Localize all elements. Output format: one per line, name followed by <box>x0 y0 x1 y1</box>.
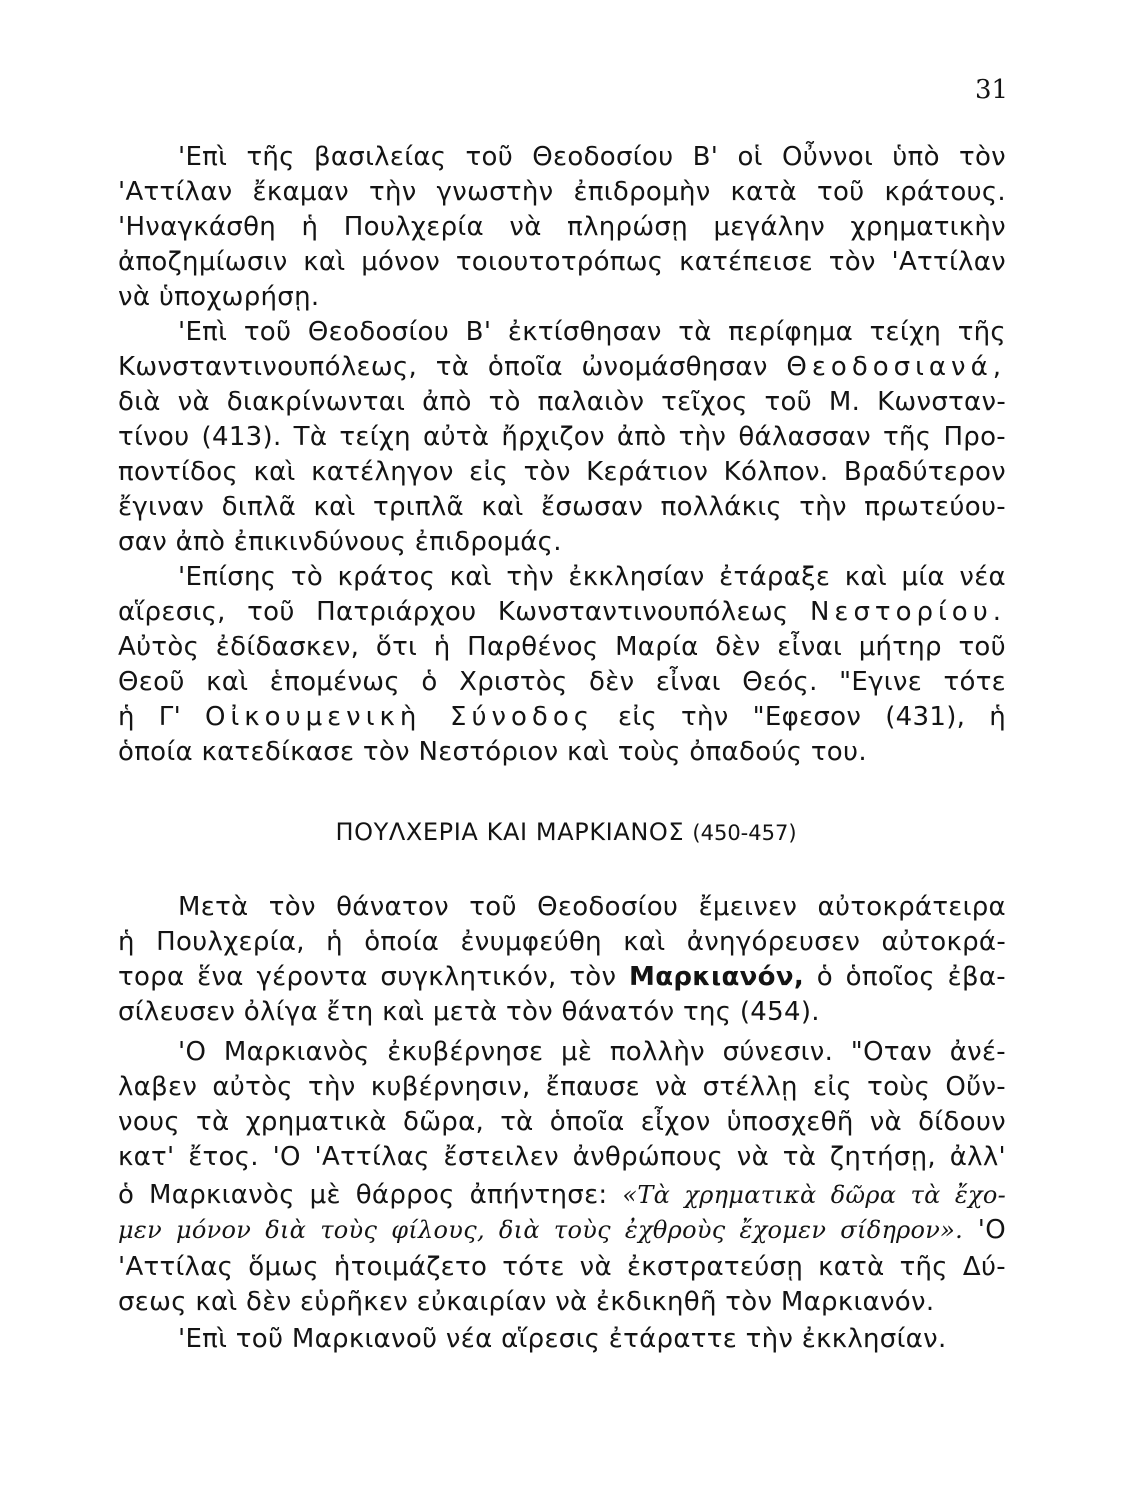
text-line <box>118 700 1006 734</box>
text-line: Αὐτὸς ἐδίδασκεν, ὅτι ἡ Παρθένος Μαρία δὲν εἶναι μήτηρ τοῦ <box>118 632 1006 662</box>
text-span: αἵρεσις, τοῦ Πατριάρχου Κωνσταντινουπόλεως <box>118 597 789 627</box>
text-line <box>118 960 1006 994</box>
bold-name: Μαρκιανόν, <box>629 962 805 992</box>
text-line <box>118 1178 1006 1212</box>
text-line: σαν ἀπὸ ἐπικινδύνους ἐπιδρομάς. <box>118 527 562 557</box>
text-line: ἀποζημίωσιν καὶ μόνον τοιουτοτρόπως κατέπεισε τὸν 'Αττίλαν <box>118 247 1006 277</box>
spaced-text: Οἰκουμενικὴ Σύνοδος <box>205 702 594 732</box>
text-line: σεως καὶ δὲν εὑρῆκεν εὐκαιρίαν νὰ ἐκδικηθῆ τὸν Μαρκιανόν. <box>118 1287 935 1317</box>
text-line <box>118 350 1006 384</box>
text-line: 'Ο Μαρκιανὸς ἐκυβέρνησε μὲ πολλὴν σύνεσιν. "Οταν ἀνέ- <box>178 1037 1006 1067</box>
text-line: 'Επὶ τοῦ Θεοδοσίου Β' ἐκτίσθησαν τὰ περίφημα τείχη τῆς <box>178 317 1006 347</box>
text-span: 'Ο <box>977 1215 1006 1245</box>
text-line: ὁποία κατεδίκασε τὸν Νεστόριον καὶ τοὺς ὀπαδούς του. <box>118 737 867 767</box>
text-span: ἡ Γ' <box>118 702 182 732</box>
text-line: 'Επὶ τοῦ Μαρκιανοῦ νέα αἵρεσις ἐτάραττε τὴν ἐκκλησίαν. <box>178 1324 947 1354</box>
page-number: 31 <box>975 75 1009 105</box>
section-heading <box>0 818 1132 846</box>
text-line: 'Αττίλαν ἔκαμαν τὴν γνωστὴν ἐπιδρομὴν κατὰ τοῦ κράτους. <box>118 177 1006 207</box>
heading-dates: (450-457) <box>692 821 797 845</box>
text-line: τίνου (413). Τὰ τείχη αὐτὰ ἤρχιζον ἀπὸ τὴν θάλασσαν τῆς Προ- <box>118 422 1006 452</box>
text-line: Θεοῦ καὶ ἑπομένως ὁ Χριστὸς δὲν εἶναι Θεός. "Εγινε τότε <box>118 667 1006 697</box>
text-line: νους τὰ χρηματικὰ δῶρα, τὰ ὁποῖα εἶχον ὑποσχεθῆ νὰ δίδουν <box>118 1107 1006 1137</box>
text-line: σίλευσεν ὀλίγα ἔτη καὶ μετὰ τὸν θάνατόν της (454). <box>118 997 820 1027</box>
text-line: διὰ νὰ διακρίνωνται ἀπὸ τὸ παλαιὸν τεῖχος τοῦ Μ. Κωνσταν- <box>118 387 1006 417</box>
heading-title: ΠΟΥΛΧΕΡΙΑ ΚΑΙ ΜΑΡΚΙΑΝΟΣ <box>335 818 685 846</box>
text-span: ὁ ὁποῖος ἐβα- <box>816 962 1006 992</box>
text-line: 'Επίσης τὸ κράτος καὶ τὴν ἐκκλησίαν ἐτάραξε καὶ μία νέα <box>178 562 1006 592</box>
text-line: Μετὰ τὸν θάνατον τοῦ Θεοδοσίου ἔμεινεν αὐτοκράτειρα <box>178 892 1006 922</box>
italic-quote: «Τὰ χρηματικὰ δῶρα τὰ ἔχο- <box>622 1181 1007 1209</box>
text-span: τορα ἕνα γέροντα συγκλητικόν, τὸν <box>118 962 617 992</box>
text-line: κατ' ἔτος. 'Ο 'Αττίλας ἔστειλεν ἀνθρώπους νὰ τὰ ζητήσῃ, ἀλλ' <box>118 1142 1006 1172</box>
text-line: ποντίδος καὶ κατέληγον εἰς τὸν Κεράτιον Κόλπον. Βραδύτερον <box>118 457 1006 487</box>
text-line: ἡ Πουλχερία, ἡ ὁποία ἐνυμφεύθη καὶ ἀνηγόρευσεν αὐτοκρά- <box>118 927 1006 957</box>
text-span: Κωνσταντινουπόλεως, τὰ ὁποῖα ὠνομάσθησαν <box>118 352 768 382</box>
spaced-text: Θεοδοσιανά, <box>786 352 1006 382</box>
spaced-text: Νεστορίου. <box>809 597 1006 627</box>
text-span: εἰς τὴν "Εφεσον (431), ἡ <box>618 702 1006 732</box>
text-span: ὁ Μαρκιανὸς μὲ θάρρος ἀπήντησε: <box>118 1180 608 1210</box>
text-line <box>118 595 1006 629</box>
text-line: 'Αττίλας ὅμως ἡτοιμάζετο τότε νὰ ἐκστρατεύσῃ κατὰ τῆς Δύ- <box>118 1252 1006 1282</box>
text-line: νὰ ὑποχωρήσῃ. <box>118 282 320 312</box>
text-line: ἔγιναν διπλᾶ καὶ τριπλᾶ καὶ ἔσωσαν πολλάκις τὴν πρωτεύου- <box>118 492 1006 522</box>
italic-quote: μεν μόνον διὰ τοὺς φίλους, διὰ τοὺς ἐχθροὺς ἔχομεν σίδηρον». <box>118 1216 964 1244</box>
text-line: 'Επὶ τῆς βασιλείας τοῦ Θεοδοσίου Β' οἱ Οὖννοι ὑπὸ τὸν <box>178 142 1006 172</box>
text-line: 'Ηναγκάσθη ἡ Πουλχερία νὰ πληρώσῃ μεγάλην χρηματικὴν <box>118 212 1006 242</box>
text-line: λαβεν αὐτὸς τὴν κυβέρνησιν, ἔπαυσε νὰ στέλλῃ εἰς τοὺς Οὔν- <box>118 1072 1006 1102</box>
text-line <box>118 1213 1006 1247</box>
